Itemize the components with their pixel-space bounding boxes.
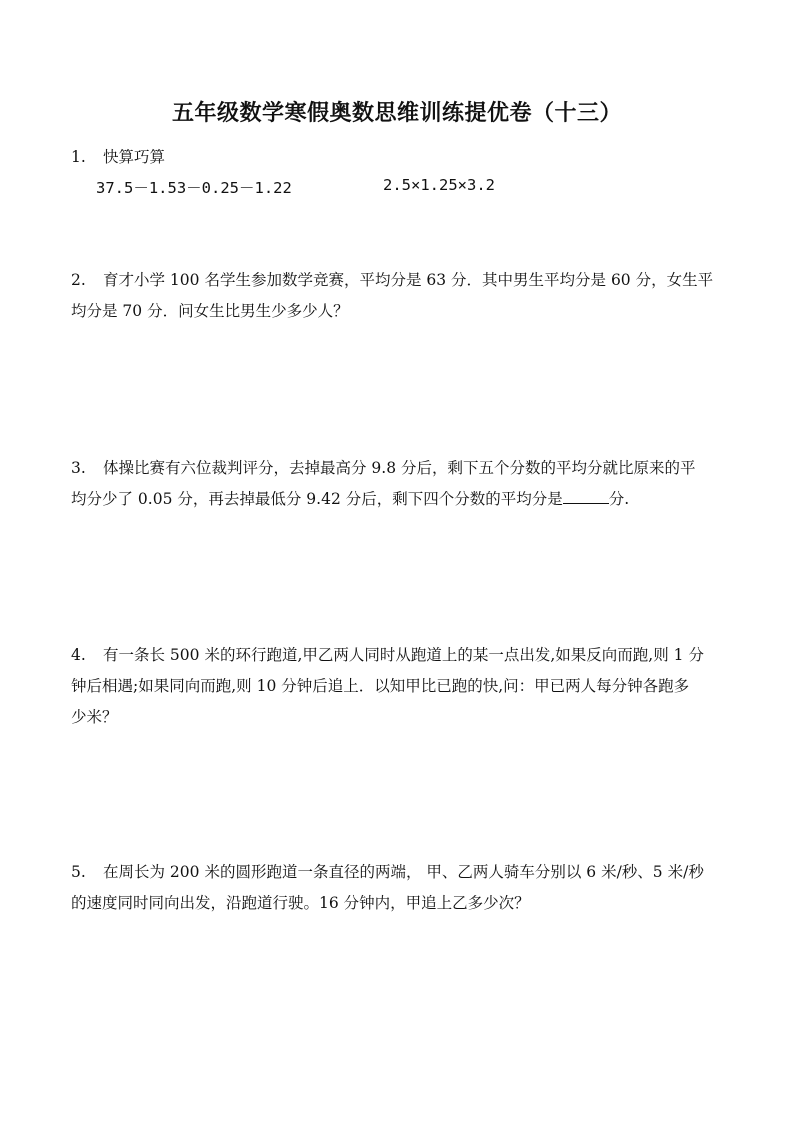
question-5-line-1 [71, 860, 726, 882]
answer-blank[interactable] [563, 489, 609, 504]
question-3-text-2-end: 分. [608, 490, 630, 508]
question-1-calc-a: 37.5－1.53－0.25－1.22 [96, 179, 292, 197]
question-2-line-2: 均分是 70 分．问女生比男生少多少人？ [71, 302, 349, 320]
question-2-line-1 [71, 268, 726, 290]
question-4-line-1 [71, 643, 726, 665]
question-1-calc-b: 2.5×1.25×3.2 [383, 176, 495, 194]
question-4-line-2: 钟后相遇;如果同向而跑,则 10 分钟后追上．以知甲比已跑的快,问：甲已两人每分钟各跑多 [71, 677, 690, 695]
question-5-line-2: 的速度同时同向出发，沿跑道行驶。16 分钟内，甲追上乙多少次？ [71, 894, 530, 912]
question-3-line-2 [71, 487, 726, 509]
question-3-text-2: 均分少了 0.05 分，再去掉最低分 9.42 分后，剩下四个分数的平均分是 [71, 490, 563, 508]
question-4-line-3: 少米？ [71, 708, 118, 726]
page-title: 五年级数学寒假奥数思维训练提优卷（十三） [171, 100, 622, 126]
question-2-text-1: 育才小学 100 名学生参加数学竞赛，平均分是 63 分．其中男生平均分是 60 分，女生平 [103, 271, 714, 289]
question-1-number: 1. [71, 148, 86, 166]
question-1-heading [71, 145, 726, 167]
question-3-text-1: 体操比赛有六位裁判评分，去掉最高分 9.8 分后，剩下五个分数的平均分就比原来的平 [103, 459, 696, 477]
question-5-text-1: 在周长为 200 米的圆形跑道一条直径的两端， 甲、乙两人骑车分别以 6 米/秒、5 米/秒 [103, 863, 704, 881]
question-5-number: 5. [71, 863, 86, 881]
question-1-heading-text: 快算巧算 [103, 148, 166, 166]
question-3-number: 3. [71, 459, 86, 477]
question-4-number: 4. [71, 646, 86, 664]
question-3-line-1 [71, 456, 726, 478]
question-4-text-1: 有一条长 500 米的环行跑道,甲乙两人同时从跑道上的某一点出发,如果反向而跑,则 1 分 [103, 646, 704, 664]
question-2-number: 2. [71, 271, 86, 289]
